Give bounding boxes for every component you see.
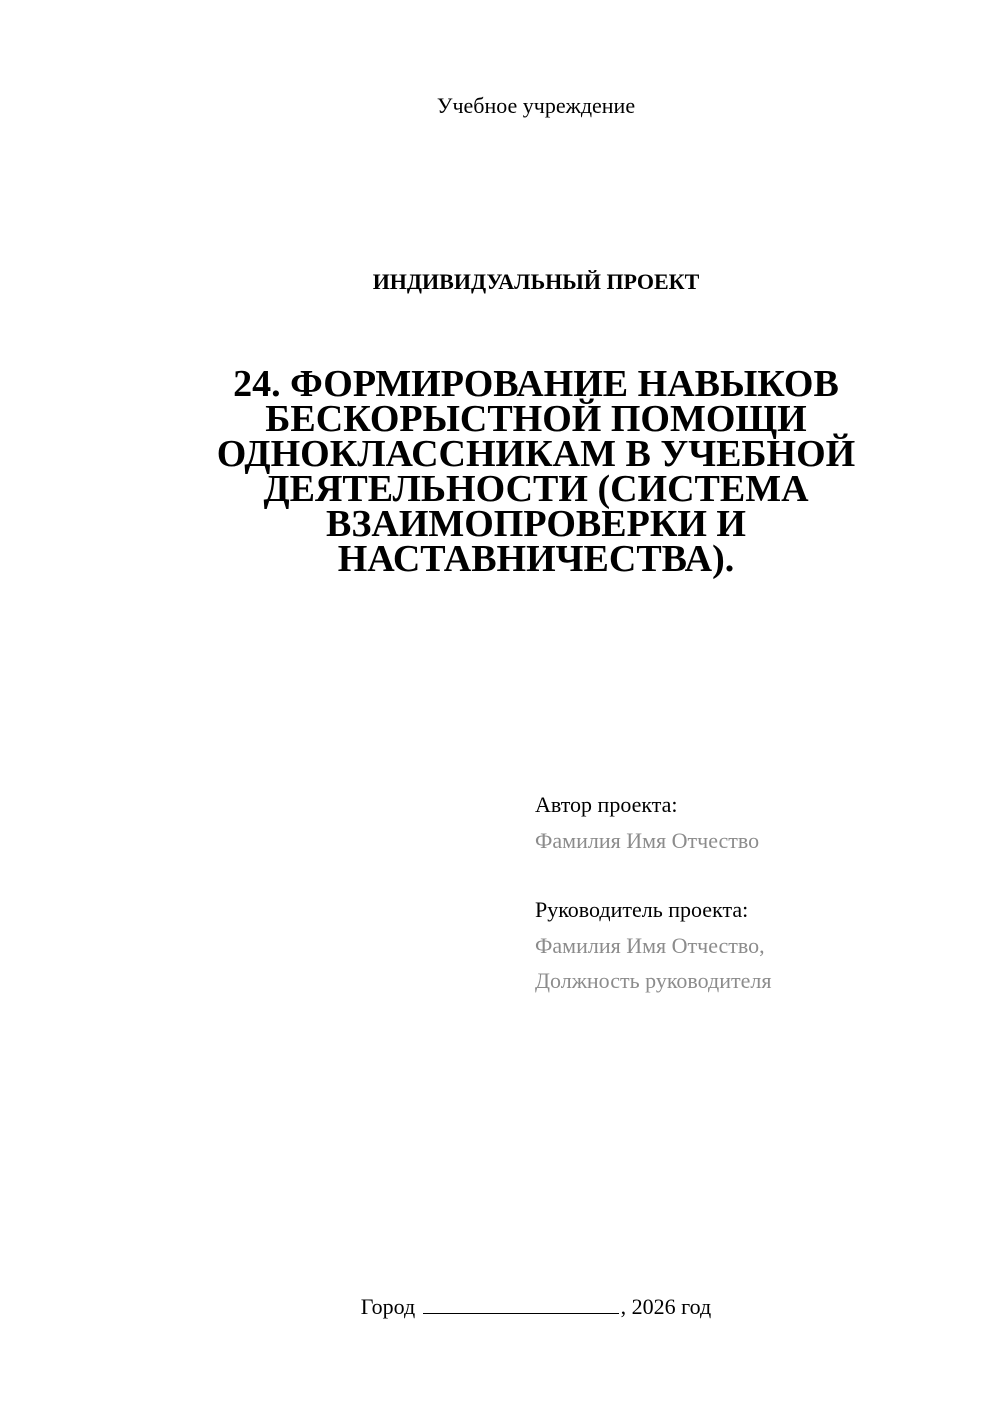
project-title <box>186 363 886 580</box>
supervisor-position: Должность руководителя <box>535 968 772 993</box>
supervisor-label: Руководитель проекта: <box>535 897 749 922</box>
city-blank-field <box>423 1291 619 1314</box>
title-line: ВЗАИМОПРОВЕРКИ И <box>325 503 746 545</box>
city-label: Город <box>360 1294 416 1319</box>
institution-name: Учебное учреждение <box>436 93 636 118</box>
document-type: ИНДИВИДУАЛЬНЫЙ ПРОЕКТ <box>372 269 700 294</box>
supervisor-name: Фамилия Имя Отчество, <box>535 933 765 958</box>
title-line: ОДНОКЛАССНИКАМ В УЧЕБНОЙ <box>216 433 856 475</box>
title-line: БЕСКОРЫСТНОЙ ПОМОЩИ <box>265 398 807 440</box>
year-text: , 2026 год <box>620 1294 712 1319</box>
title-line: 24. ФОРМИРОВАНИЕ НАВЫКОВ <box>233 363 839 405</box>
title-line: ДЕЯТЕЛЬНОСТИ (СИСТЕМА <box>263 468 809 510</box>
city-year-line <box>0 1291 1000 1321</box>
author-label: Автор проекта: <box>535 792 678 817</box>
project-info <box>535 790 935 998</box>
author-name: Фамилия Имя Отчество <box>535 828 760 853</box>
title-line: НАСТАВНИЧЕСТВА). <box>337 538 735 580</box>
